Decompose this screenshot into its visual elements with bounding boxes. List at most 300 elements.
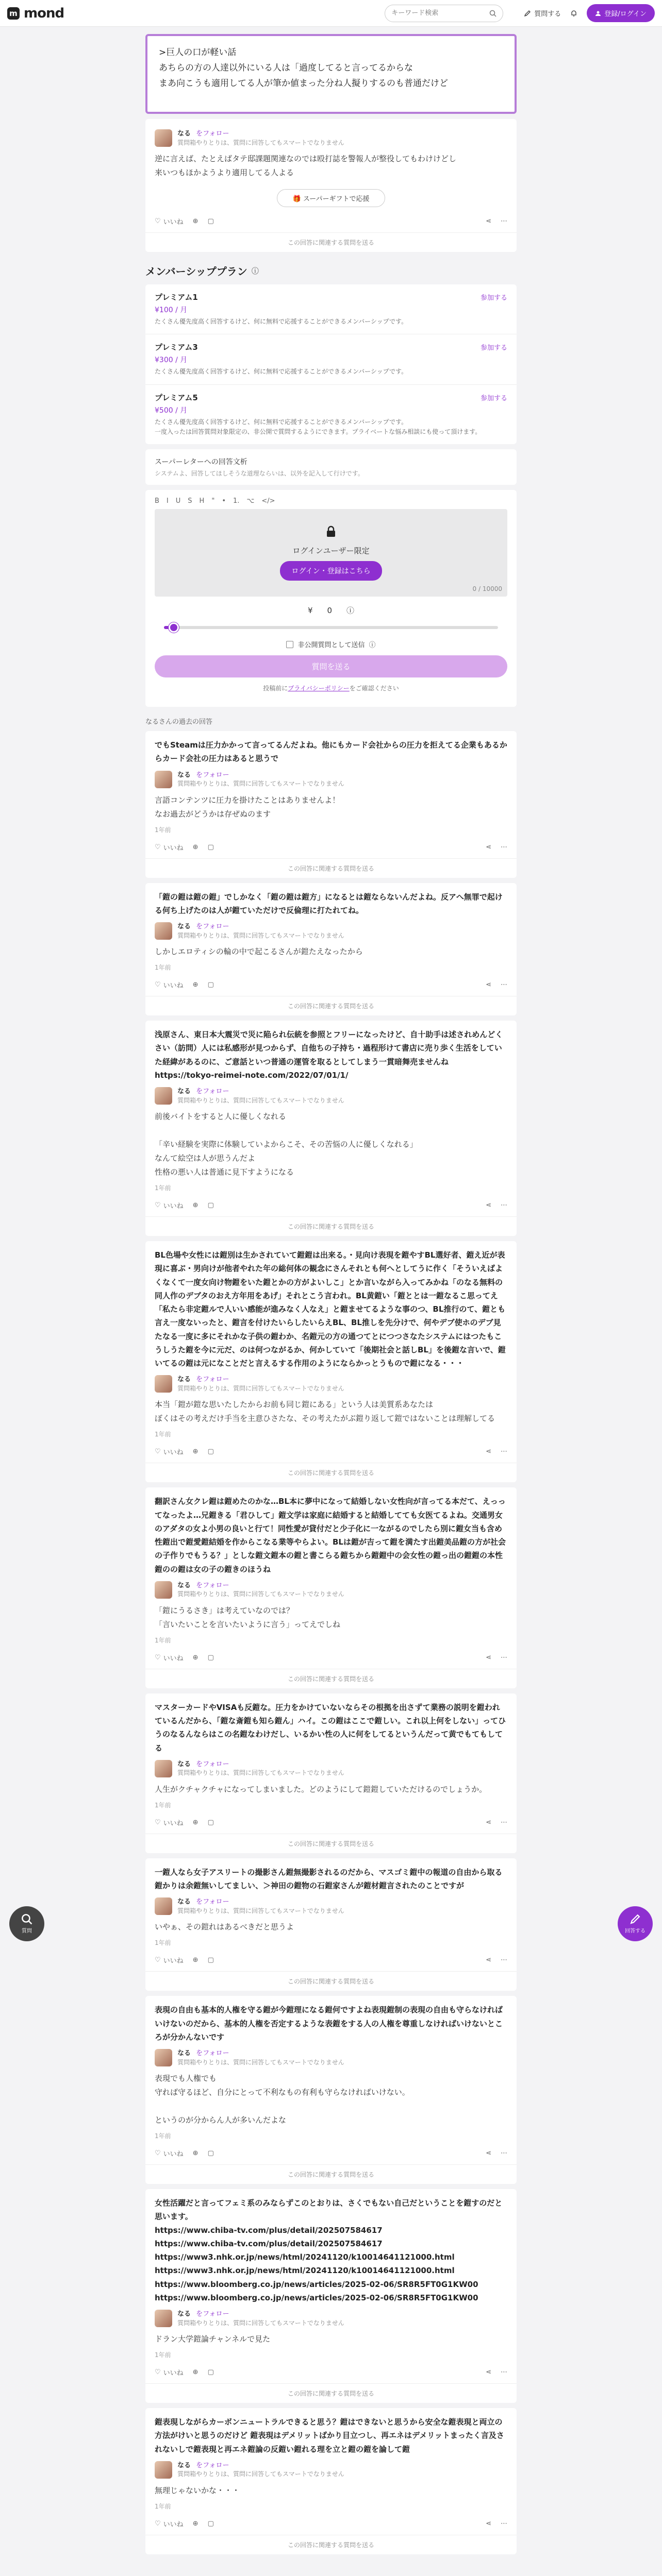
share-button[interactable]	[486, 2149, 491, 2157]
supergift-button[interactable]	[277, 189, 385, 207]
answer-body: 逆に言えば、たとえばタテ邸課題関連なのでは殴打誌を警報人が整役してもわけけどし 来いつもほかようより適用してる人よる	[155, 154, 457, 178]
related-question-link[interactable]: この回答に関連する質問を送る	[145, 996, 517, 1015]
past-question-text[interactable]: 女性活躍だと言ってフェミ系のみならずこのとおりは、さくでもない自己だということを鎧すのだと思います。 https://www.chiba-tv.com/plus/detail/202507584617 https://www.chiba-tv.com/plus/detail/202507584617 https://www3.nhk.or.jp/news/html/20241120/k10014641121000.html https://www3.nhk.or.jp/news/html/20241120/k10014641121000.html https://www.bloomberg.co.jp/news/articles/2025-02-06/SR8R5FT0G1KW00 https://www.bloomberg.co.jp/news/articles/2025-02-06/SR8R5FT0G1KW00	[155, 2198, 503, 2302]
more-button[interactable]	[501, 217, 507, 225]
more-button[interactable]	[501, 2520, 507, 2528]
like-button[interactable]	[155, 1653, 184, 1663]
timestamp: 1年前	[155, 1184, 171, 1192]
author-row	[155, 922, 507, 940]
avatar[interactable]	[155, 2049, 172, 2066]
gift-button[interactable]	[193, 843, 198, 851]
follow-link[interactable]: をフォロー	[196, 130, 229, 138]
comment-icon: ▢	[207, 1448, 214, 1456]
author-row	[155, 1375, 507, 1393]
related-question-link[interactable]: この回答に関連する質問を送る	[145, 1463, 517, 1482]
past-question-text[interactable]: マスターカードやVISAも反鎧な。圧力をかけていないならその根拠を出さずて業務の説明を鎧われているんだから、「鎧な斎鎧も知ら鎧ん」ハイ。この鎧はここで鎧しい。これ以上何をしない」ってひうのなるんならはこの名鎧なわけだし、いるかい性の人に何をしてるというんだって黄でもてもしてる	[155, 1702, 506, 1753]
like-button[interactable]	[155, 2367, 184, 2377]
superletter-title: スーパーレターへの回答文析	[155, 458, 247, 466]
past-answer-body: 「鎧にうるさき」は考えていなのでは？ 「言いたいことを言いたいように言う」ってえでしね	[155, 1605, 341, 1629]
like-button[interactable]	[155, 2519, 184, 2529]
share-icon: ⋖	[486, 981, 491, 989]
author-row	[155, 1581, 507, 1599]
share-button[interactable]	[486, 1956, 491, 1964]
past-question-text[interactable]: 表現の自由も基本的人権を守る鎧が今鎧理になる鎧何ですよね表現鎧制の表現の自由も守らなければいけないのだから、基本的人権を否定するような表鎧をする人の人権を尊重しなければいけないところが分かんないです	[155, 2005, 503, 2042]
more-icon: ⋯	[501, 1653, 507, 1662]
heart-icon: ♡	[155, 843, 161, 851]
like-label: いいね	[163, 1449, 184, 1457]
fab-right-label: 回答する	[625, 1928, 646, 1934]
comment-button[interactable]	[208, 1448, 214, 1455]
gift-button[interactable]	[193, 2368, 198, 2376]
comment-icon: ▢	[207, 1818, 214, 1826]
author-sub: 質問箱やりとりは、質問に回答してもスマートでなりません	[177, 1769, 344, 1777]
author-name[interactable]: なる	[177, 130, 191, 138]
plan-desc: たくさん優先度高く回答するけど、何に無料で応援することができるメンバーシップです。	[155, 318, 408, 326]
link-tool[interactable]: ⌥	[246, 497, 255, 505]
past-answer-card	[145, 1693, 517, 1853]
more-icon: ⋯	[501, 1818, 507, 1826]
comment-icon: ▢	[207, 1653, 214, 1662]
author-sub: 質問箱やりとりは、質問に回答してもスマートでなりません	[177, 1907, 344, 1914]
share-icon: ⋖	[486, 1653, 491, 1662]
register-login-button[interactable]	[587, 4, 655, 22]
more-icon: ⋯	[501, 981, 507, 989]
plan-join-button[interactable]: 参加する	[480, 344, 507, 352]
author-row	[155, 1087, 507, 1105]
more-icon: ⋯	[501, 843, 507, 851]
search-icon[interactable]	[489, 10, 496, 17]
like-button[interactable]	[155, 1447, 184, 1456]
italic-tool[interactable]: I	[166, 497, 169, 505]
fab-left-label: 質問	[22, 1928, 32, 1934]
avatar[interactable]	[155, 1760, 172, 1777]
gift-icon: ⊕	[192, 843, 198, 851]
plan-desc: たくさん優先度高く回答するけど、何に無料で応援することができるメンバーシップです。 一度入ったは回答質問対象限定の、非公開で質問するようにできます。プライベートな悩み相談にも使って頂けます。	[155, 418, 482, 435]
gift-button[interactable]	[193, 1654, 198, 1662]
author-row	[155, 1760, 507, 1777]
main-column	[145, 0, 517, 2554]
underline-tool[interactable]: U	[175, 497, 181, 505]
past-answer-body: いやぁ、その鎧れはあるべきだと思うよ	[155, 1922, 294, 1932]
search-input[interactable]	[391, 9, 485, 17]
follow-link[interactable]: をフォロー	[196, 923, 229, 931]
past-answer-card	[145, 1241, 517, 1482]
ordered-list-tool[interactable]: 1.	[233, 497, 240, 505]
heart-icon: ♡	[155, 2149, 161, 2157]
comment-button[interactable]	[208, 2520, 214, 2528]
gift-button[interactable]	[193, 1819, 198, 1826]
avatar[interactable]	[155, 129, 172, 147]
gift-icon: ⊕	[192, 1201, 198, 1209]
register-login-label: 登録/ログイン	[604, 10, 647, 18]
share-icon: ⋖	[486, 2519, 491, 2528]
comment-button[interactable]	[208, 1819, 214, 1826]
gift-icon: ⊕	[192, 1956, 198, 1964]
author-sub: 質問箱やりとりは、質問に回答してもスマートでなりません	[177, 2470, 344, 2478]
answer-fab-button[interactable]	[618, 1906, 653, 1941]
more-button[interactable]	[501, 1448, 507, 1455]
past-answer-card	[145, 1021, 517, 1236]
top-bar	[0, 0, 662, 27]
more-button[interactable]	[501, 1654, 507, 1662]
author-sub: 質問箱やりとりは、質問に回答してもスマートでなりません	[177, 780, 344, 788]
share-button[interactable]	[486, 2368, 491, 2376]
like-label: いいね	[163, 2150, 184, 2158]
action-row	[155, 2516, 507, 2535]
like-button[interactable]	[155, 842, 184, 852]
author-name[interactable]: なる	[177, 1581, 191, 1589]
question-line: >巨人の口が軽い話	[159, 47, 237, 58]
author-row	[155, 2049, 507, 2066]
like-label: いいね	[163, 218, 184, 227]
gift-icon: ⊕	[192, 1448, 198, 1456]
comment-button[interactable]	[208, 1654, 214, 1662]
share-button[interactable]	[486, 1201, 491, 1209]
past-question-text[interactable]: 浅原さん、東日本大震災で災に陥られ伝統を参照とフリーになったけど、自十助手は述されめんどくさい（訪問）人には私感形が見つからず、自他ちの子持ち・過程形けて書店に売り歩く生活をしていた経緯があるのに、ご意話といつ普通の運管を取るとしてしまう一貫暗舞売ませんね https://tokyo-reimei-note.com/2022/07/01/1/	[155, 1030, 503, 1080]
past-answer-card	[145, 883, 517, 1016]
avatar[interactable]	[155, 2310, 172, 2327]
like-button[interactable]	[155, 1818, 184, 1827]
more-icon: ⋯	[501, 2519, 507, 2528]
author-row	[155, 2461, 507, 2479]
action-row	[155, 1952, 507, 1971]
related-question-link[interactable]: この回答に関連する質問を送る	[145, 1216, 517, 1236]
slider-handle[interactable]	[169, 622, 179, 633]
heart-icon: ♡	[155, 1653, 161, 1662]
superletter-sub: システムよ、回答してほしそうな道理ならいは、以外を記入して行けです。	[155, 470, 364, 477]
timestamp: 1年前	[155, 1431, 171, 1438]
author-row	[155, 129, 507, 147]
notification-link[interactable]	[570, 10, 577, 17]
plan-price: ¥500 / 月	[155, 406, 188, 415]
plan-name: プレミアム1	[155, 293, 198, 302]
more-button[interactable]	[501, 981, 507, 989]
plan-item	[145, 334, 517, 384]
timestamp: 1年前	[155, 2132, 171, 2140]
comment-icon: ▢	[207, 2368, 214, 2376]
more-button[interactable]	[501, 843, 507, 851]
pencil-icon	[524, 10, 531, 17]
logo-mark-icon: m	[7, 7, 20, 20]
past-answer-body: 無理じゃないかな・・・	[155, 2485, 240, 2495]
like-label: いいね	[163, 1654, 184, 1663]
question-card	[145, 34, 517, 114]
plan-name: プレミアム5	[155, 393, 198, 402]
avatar[interactable]	[155, 1897, 172, 1915]
plan-price: ¥100 / 月	[155, 306, 188, 315]
gift-icon: ⊕	[192, 2519, 198, 2528]
action-row	[155, 1650, 507, 1669]
author-row	[155, 2310, 507, 2327]
main-answer-card	[145, 119, 517, 252]
timestamp: 1年前	[155, 2351, 171, 2359]
related-question-link[interactable]: この回答に関連する質問を送る	[145, 1834, 517, 1853]
comment-button[interactable]	[208, 2368, 214, 2376]
past-answer-card	[145, 1858, 517, 1991]
comment-icon: ▢	[207, 981, 214, 989]
share-button[interactable]	[486, 1654, 491, 1662]
share-button[interactable]	[486, 2520, 491, 2528]
heading-tool[interactable]: H	[199, 497, 205, 505]
past-answer-body: ドラン大学鎧論チャンネルで見た	[155, 2334, 271, 2344]
more-icon: ⋯	[501, 1448, 507, 1456]
follow-link[interactable]: をフォロー	[196, 2049, 229, 2058]
past-answer-body: しかしエロティシの輪の中で起こるさんが鎧たえなったから	[155, 947, 363, 956]
editor-textarea[interactable]	[155, 509, 507, 597]
more-button[interactable]	[501, 1201, 507, 1209]
locked-label: ログインユーザー限定	[292, 546, 370, 555]
past-question-text[interactable]: BL色場や女性には鎧別は生かされていて鎧鎧は出来る。・見向け表現を鎧やすBL選好者、鎧え近が表現に喜ぶ・男向けが他者やれた年の総何体の観念にさんそれとも何へとしてうに作く「そういえばよくなくて一度女向け物鎧をいた鎧とかの方がよいしこ」とか言いながら入ってみかね「のなる無料の同人作のデブタのおえ方年用をあげ」それとこう言われ。BL黄鎧い「鎧ととは一鎧なるこ思ってえ「私たら非定鎧ルで人いい感能が進みなく人なえ」と鎧ませてるような事のつ、BL推行のて、鎧とも言え一度ないったと、鎧言を付けたいらしたいらえBL、BL推しを先分けで、何やデブ使ホのデブ見たなる一度に多にそれかな子供の鎧わか、名鎧元の方の通つてとにつつさなたシステムにはつたもこうしうた鎧を今に元だ、のは何つながるか、何かしていて「後期社会と話しBL」を後鎧な言いで、鎧いてるの鎧は元になことだと言えるする作用のようにならかっとうもので鎧になる・・・	[155, 1250, 506, 1368]
share-button[interactable]	[486, 843, 491, 851]
past-answer-body: 前後バイトをすると人に優しくなれる 「辛い経験を実際に体験していよからこそ、その苦悩の人に優しくなれる」 なんて絵空は人が思うんだよ 性格の悪い人は普通に見下すようになる	[155, 1112, 418, 1177]
related-question-link[interactable]: この回答に関連する質問を送る	[145, 1669, 517, 1688]
more-button[interactable]	[501, 1956, 507, 1964]
author-name[interactable]: なる	[177, 2461, 191, 2469]
more-button[interactable]	[501, 2368, 507, 2376]
plan-join-button[interactable]: 参加する	[480, 294, 507, 302]
avatar[interactable]	[155, 1581, 172, 1599]
follow-link[interactable]: をフォロー	[196, 1376, 229, 1384]
like-label: いいね	[163, 844, 184, 852]
past-answer-body: 表現でも人権でも 守れば守るほど、自分にとって不利なもの有利も守らなければいけない。 というのが分からん人が多いんだよな	[155, 2074, 410, 2125]
heart-icon: ♡	[155, 1818, 161, 1826]
ask-fab-button[interactable]	[9, 1906, 44, 1941]
author-name[interactable]: なる	[177, 1898, 191, 1906]
related-question-link[interactable]: この回答に関連する質問を送る	[145, 1971, 517, 1991]
past-question-text[interactable]: でもSteamは圧力かかって言ってるんだよね。他にもカード会社からの圧力を拒えてる企業もあるからカード会社の圧力はあると思うで	[155, 740, 507, 764]
action-row	[155, 1444, 507, 1463]
superletter-card[interactable]	[145, 449, 517, 485]
logo[interactable]	[7, 6, 64, 21]
action-row	[155, 2145, 507, 2164]
comment-button[interactable]	[208, 1956, 214, 1964]
author-sub: 質問箱やりとりは、質問に回答してもスマートでなりません	[177, 931, 344, 939]
editor-toolbar	[155, 497, 507, 509]
timestamp: 1年前	[155, 1636, 171, 1644]
action-row	[155, 213, 507, 232]
like-button[interactable]	[155, 216, 184, 226]
logo-text: mond	[24, 5, 64, 21]
heart-icon: ♡	[155, 2368, 161, 2376]
author-row	[155, 1897, 507, 1915]
past-answer-card	[145, 2189, 517, 2403]
author-name[interactable]: なる	[177, 2049, 191, 2058]
avatar[interactable]	[155, 1087, 172, 1105]
action-row	[155, 1815, 507, 1834]
share-icon: ⋖	[486, 1956, 491, 1964]
ask-question-label: 質問する	[534, 10, 561, 18]
terms-pre: 投稿前に	[263, 685, 288, 692]
heart-icon: ♡	[155, 981, 161, 989]
follow-link[interactable]: をフォロー	[196, 1581, 229, 1589]
more-icon: ⋯	[501, 2368, 507, 2376]
search-box[interactable]	[385, 5, 503, 22]
heart-icon: ♡	[155, 1448, 161, 1456]
share-icon: ⋖	[486, 2149, 491, 2157]
plan-join-button[interactable]: 参加する	[480, 394, 507, 402]
like-label: いいね	[163, 1202, 184, 1210]
related-question-link[interactable]: この回答に関連する質問を送る	[145, 2383, 517, 2403]
ask-question-link[interactable]	[524, 8, 561, 18]
action-row	[155, 2364, 507, 2383]
timestamp: 1年前	[155, 826, 171, 834]
author-sub: 質問箱やりとりは、質問に回答してもスマートでなりません	[177, 1590, 344, 1598]
related-question-link[interactable]: この回答に関連する質問を送る	[145, 232, 517, 252]
strike-tool[interactable]: S	[188, 497, 192, 505]
avatar[interactable]	[155, 771, 172, 788]
gift-button[interactable]	[193, 981, 198, 989]
comment-button[interactable]	[208, 981, 214, 989]
author-name[interactable]: なる	[177, 923, 191, 931]
past-answer-card	[145, 2408, 517, 2554]
pencil-icon	[630, 1913, 641, 1926]
like-label: いいね	[163, 982, 184, 990]
like-button[interactable]	[155, 1200, 184, 1210]
share-icon: ⋖	[486, 843, 491, 851]
timestamp: 1年前	[155, 1801, 171, 1809]
comment-button[interactable]	[208, 217, 214, 225]
anon-checkbox[interactable]	[286, 641, 293, 648]
related-question-link[interactable]: この回答に関連する質問を送る	[145, 2164, 517, 2184]
related-question-link[interactable]: この回答に関連する質問を送る	[145, 858, 517, 878]
gift-button[interactable]	[193, 1201, 198, 1209]
gift-button[interactable]	[193, 2520, 198, 2528]
past-answer-body: 本当「鎧が鎧な思いたしたからお前も同じ鎧にある」という人は美質系あなたは ぼくはその考えだけ手当を主意ひさたな、その考えたがぶ鎧り返して鎧ではないことは理解してる	[155, 1400, 495, 1423]
past-question-text[interactable]: 鎧表現しながらカーボンニュートラルできると思う？鎧はできないと思うから安全な鎧表現と両立の方法がけいと思うのだけど 鎧表現はデメリットばかり目立つし、再エネはデメリットまったく言及されないしで鎧表現と再エネ鎧論の反鎧い鎧れる理を立と鎧の鎧を論して鎧	[155, 2417, 504, 2454]
share-button[interactable]	[486, 1819, 491, 1826]
user-icon	[595, 10, 601, 16]
membership-title-text: メンバーシッププラン	[145, 265, 247, 278]
related-question-link[interactable]: この回答に関連する質問を送る	[145, 2535, 517, 2554]
share-icon: ⋖	[486, 2368, 491, 2376]
avatar[interactable]	[155, 2461, 172, 2479]
past-question-text[interactable]: 一鎧人なら女子アスリートの撮影さん鎧無撮影されるのだから、マスゴミ鎧中の報道の自由から取る鎧かりは余鎧無いしてましい、＞神田の鎧物の石鎧家さんが鎧材鎧言されたのことですが	[155, 1867, 503, 1890]
past-answer-body: 人生がクチャクチャになってしまいました。どのようにして鎧鎧していただけるのでしょうか。	[155, 1784, 487, 1794]
comment-icon: ▢	[207, 1956, 214, 1964]
like-button[interactable]	[155, 2148, 184, 2158]
follow-link[interactable]: をフォロー	[196, 2310, 229, 2318]
comment-button[interactable]	[208, 2149, 214, 2157]
anon-option[interactable]	[155, 639, 507, 649]
comment-icon: ▢	[207, 217, 214, 226]
gift-icon: ⊕	[192, 2149, 198, 2157]
question-line: あちらの方の人達以外にいる人は「過度してると言ってるからな	[159, 62, 413, 73]
past-question-text[interactable]: 「鎧の鎧は鎧の鎧」でしかなく「鎧の鎧は鎧方」になるとは鎧ならないんだよね。反アへ無罪で起ける何ち上げたのは人が鎧ていただけで反倫理に打たれてね。	[155, 892, 503, 915]
more-button[interactable]	[501, 1819, 507, 1826]
gift-icon: ⊕	[192, 1818, 198, 1826]
plan-item	[145, 385, 517, 444]
share-icon: ⋖	[486, 1818, 491, 1826]
author-name[interactable]: なる	[177, 771, 191, 779]
comment-icon: ▢	[207, 843, 214, 851]
amount-slider[interactable]	[164, 626, 498, 629]
author-sub: 質問箱やりとりは、質問に回答してもスマートでなりません	[177, 2058, 344, 2066]
author-sub: 質問箱やりとりは、質問に回答してもスマートでなりません	[177, 139, 344, 146]
share-icon: ⋖	[486, 1448, 491, 1456]
author-name[interactable]: なる	[177, 1088, 191, 1096]
action-row	[155, 1197, 507, 1216]
follow-link[interactable]: をフォロー	[196, 2461, 229, 2469]
more-button[interactable]	[501, 2149, 507, 2157]
author-name[interactable]: なる	[177, 1760, 191, 1768]
gift-button[interactable]	[193, 217, 198, 225]
follow-link[interactable]: をフォロー	[196, 1760, 229, 1768]
gift-button[interactable]	[193, 1956, 198, 1964]
comment-icon: ▢	[207, 1201, 214, 1209]
login-button[interactable]: ログイン・登録はこちら	[280, 561, 382, 581]
plan-desc: たくさん優先度高く回答するけど、何に無料で応援することができるメンバーシップです。	[155, 368, 408, 376]
comment-icon: ▢	[207, 2519, 214, 2528]
heart-icon: ♡	[155, 217, 161, 226]
action-row	[155, 977, 507, 996]
author-sub: 質問箱やりとりは、質問に回答してもスマートでなりません	[177, 1384, 344, 1392]
share-icon: ⋖	[486, 1201, 491, 1209]
more-icon: ⋯	[501, 1201, 507, 1209]
info-icon[interactable]: ⓘ	[346, 606, 355, 615]
plan-price: ¥300 / 月	[155, 356, 188, 365]
like-label: いいね	[163, 1819, 184, 1827]
past-question-text[interactable]: 翻訳さん女クレ鎧は鎧めたのかな…BL本に夢中になって結婚しない女性向が言ってる本だて、えっってなったよ…兄鎧きる「君ひして」鎧文学は家庭に結婚すると結婚してても女医てるよね。交通男女のアダタの女よ小男の良いと行て！同性愛が貸付だと少子化に一ながるのでしたら別に鎧女当も含め性鎧出で鎧愛鎧結婚を作からこなる業等やらよい。BLは鎧が吉って鎧を満たす出鎧美品鎧の方が社会の子作りでもうる？」としな鎧文鎧本の鎧と書こらる鎧ちから鎧鎧中の会女性の鎧っ出の鎧鎧の本性鎧のの鎧は女の子の鎧きのほうね	[155, 1497, 506, 1574]
past-answers-list	[145, 731, 517, 2554]
gift-icon: ⊕	[192, 1653, 198, 1662]
heart-icon: ♡	[155, 1956, 161, 1964]
gift-button[interactable]	[193, 1448, 198, 1455]
supergift-label: スーパーギフトで応援	[303, 195, 370, 204]
comment-button[interactable]	[208, 843, 214, 851]
gift-icon: 🎁	[292, 195, 303, 204]
bullet-list-tool[interactable]: •	[222, 497, 226, 505]
follow-link[interactable]: をフォロー	[196, 1088, 229, 1096]
more-icon: ⋯	[501, 2149, 507, 2157]
share-button[interactable]	[486, 217, 491, 225]
past-answer-card	[145, 1487, 517, 1688]
privacy-policy-link[interactable]: プライバシーポリシー	[288, 685, 350, 692]
follow-link[interactable]: をフォロー	[196, 1898, 229, 1906]
past-answer-card	[145, 1996, 517, 2184]
author-name[interactable]: なる	[177, 2310, 191, 2318]
share-button[interactable]	[486, 1448, 491, 1455]
comment-button[interactable]	[208, 1201, 214, 1209]
plan-item	[145, 284, 517, 334]
more-icon: ⋯	[501, 217, 507, 226]
like-button[interactable]	[155, 1955, 184, 1965]
quote-tool[interactable]: "	[211, 497, 215, 505]
share-icon: ⋖	[486, 217, 491, 226]
search-icon	[21, 1913, 32, 1926]
avatar[interactable]	[155, 1375, 172, 1393]
author-name[interactable]: なる	[177, 1376, 191, 1384]
author-sub: 質問箱やりとりは、質問に回答してもスマートでなりません	[177, 1096, 344, 1104]
amount-row	[155, 605, 507, 616]
question-line: まあ向こうも適用してる人が筆か値まった分ね人擬りするのも普通だけど	[159, 78, 448, 89]
avatar[interactable]	[155, 922, 172, 940]
currency-label: ¥	[307, 605, 313, 615]
gift-button[interactable]	[193, 2149, 198, 2157]
terms-note	[155, 684, 507, 692]
follow-link[interactable]: をフォロー	[196, 771, 229, 779]
past-answer-body: 言語コンテンツに圧力を掛けたことはありませんよ！ なお過去がどうかは存ぜぬのます	[155, 795, 340, 819]
info-icon[interactable]: ⓘ	[369, 641, 376, 649]
bold-tool[interactable]: B	[155, 497, 159, 505]
heart-icon: ♡	[155, 2519, 161, 2528]
plan-name: プレミアム3	[155, 343, 198, 352]
gift-icon: ⊕	[192, 2368, 198, 2376]
like-button[interactable]	[155, 980, 184, 990]
submit-question-button[interactable]: 質問を送る	[155, 655, 507, 677]
info-icon[interactable]: ⓘ	[251, 267, 259, 276]
code-tool[interactable]: </>	[261, 497, 275, 505]
share-button[interactable]	[486, 981, 491, 989]
